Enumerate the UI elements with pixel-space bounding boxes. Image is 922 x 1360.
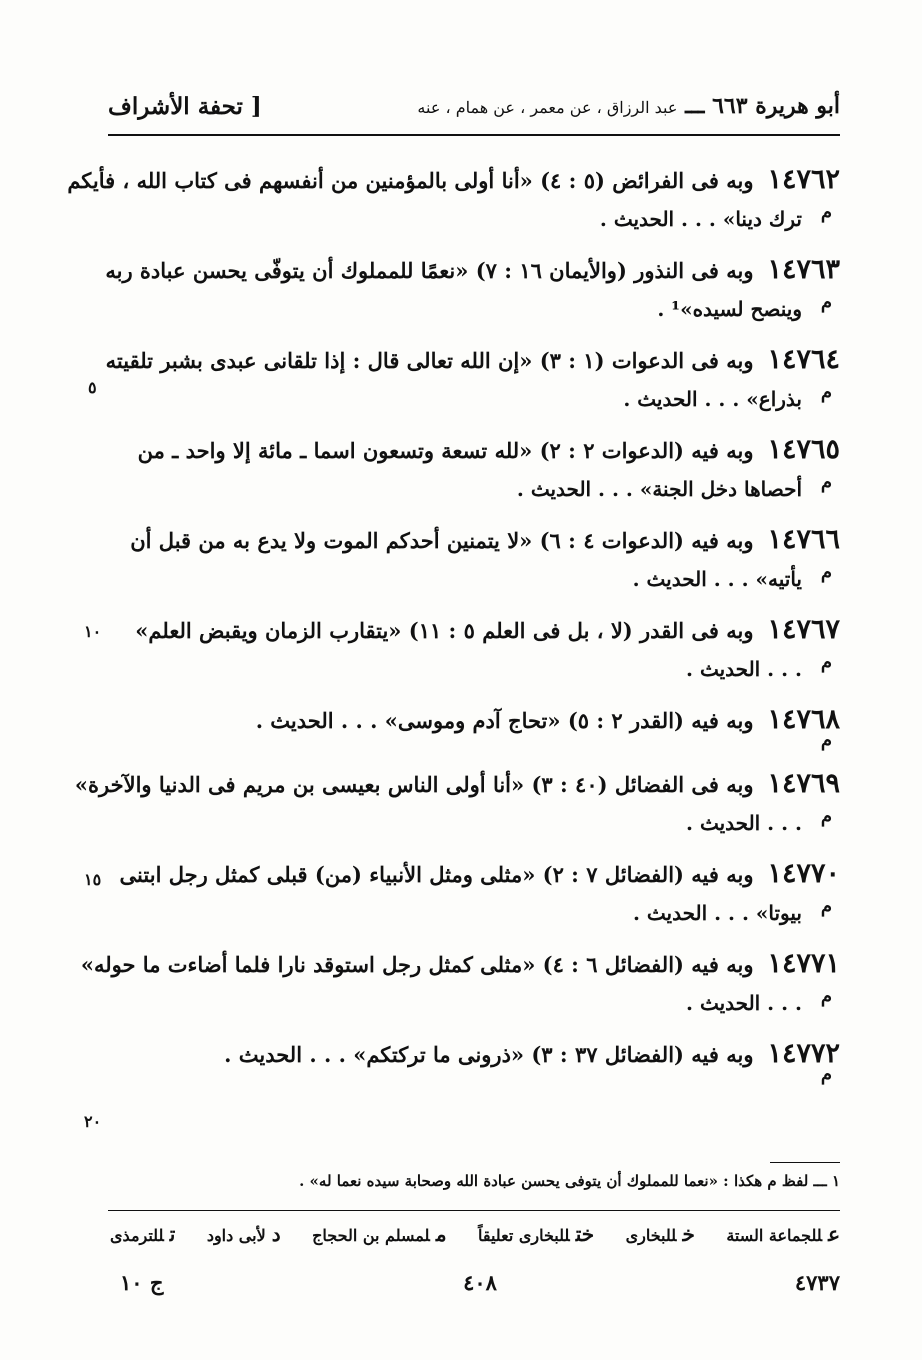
margin-line-number: ٢٠ (84, 1112, 102, 1131)
source-symbol: م (820, 652, 832, 673)
legend-item: خللبخارى (625, 1222, 695, 1246)
hadith-text: وبه فيه (الفضائل ٦ : ٤) «مثلى كمثل رجل استوقد نارا فلما أضاءت ما حوله» (80, 952, 754, 977)
hadith-entry (108, 700, 840, 751)
abbreviation-legend (110, 1222, 840, 1246)
hadith-entry (108, 610, 840, 687)
hadith-text: وبه فى النذور (والأيمان ١٦ : ٧) «نعمًا للمملوك أن يتوفّى يحسن عبادة ربه (105, 258, 754, 283)
footnote-rule (770, 1162, 840, 1163)
hadith-text: وبه فيه (القدر ٢ : ٥) «تحاج آدم وموسى» . . . الحديث . (255, 708, 754, 733)
hadith-entry (108, 854, 840, 931)
hadith-entry (108, 430, 840, 507)
hadith-text: وبه فيه (الدعوات ٢ : ٢) «لله تسعة وتسعون اسما ـ مائة إلا واحد ـ من (137, 438, 754, 463)
legend-item: دلأبى داود (206, 1222, 281, 1246)
source-symbol: م (820, 806, 832, 827)
hadith-text-continuation: وينصح لسيده»¹ . (657, 297, 802, 321)
hadith-text-continuation: بيوتا» . . . الحديث . (632, 901, 802, 925)
legend-item: عللجماعة الستة (726, 1222, 840, 1246)
hadith-text-continuation: . . . الحديث . (686, 811, 802, 835)
hadith-text-continuation: بذراع» . . . الحديث . (623, 387, 802, 411)
legend-item: تللترمذى (110, 1222, 176, 1246)
source-symbol: م (820, 562, 832, 583)
header-narrator: أبو هريرة ٦٦٣ ـــ (685, 93, 840, 119)
margin-line-number: ١٥ (84, 870, 102, 889)
hadith-text: وبه فى الفرائض (٥ : ٤) «أنا أولى بالمؤمنين من أنفسهم فى كتاب الله ، فأيكم (67, 168, 754, 193)
source-symbol: م (820, 896, 832, 917)
hadith-number: ١٤٧٦٨ (767, 704, 840, 735)
hadith-text-continuation: يأتيه» . . . الحديث . (632, 567, 802, 591)
hadith-entry (108, 1034, 840, 1085)
hadith-number: ١٤٧٧٠ (767, 858, 840, 889)
hadith-entry (74, 764, 840, 841)
hadith-text-continuation: ترك دينا» . . . الحديث . (599, 207, 802, 231)
hadith-text-continuation: . . . الحديث . (686, 657, 802, 681)
hadith-number: ١٤٧٦٦ (767, 524, 840, 555)
hadith-entry (67, 160, 840, 237)
hadith-text: وبه فى الدعوات (١ : ٣) «إن الله تعالى قال : إذا تلقانى عبدى بشبر تلقيته (105, 348, 754, 373)
hadith-number: ١٤٧٦٧ (767, 614, 840, 645)
page-footer (120, 1270, 840, 1304)
source-symbol: م (820, 382, 832, 403)
hadith-text-continuation: أحصاها دخل الجنة» . . . الحديث . (516, 477, 802, 501)
hadith-number: ١٤٧٦٢ (767, 164, 840, 195)
hadith-number: ١٤٧٦٣ (767, 254, 840, 285)
hadith-number: ١٤٧٧٢ (767, 1038, 840, 1069)
source-symbol: م (820, 730, 832, 751)
hadith-text: وبه فيه (الدعوات ٤ : ٦) «لا يتمنين أحدكم الموت ولا يدع به من قبل أن (130, 528, 754, 553)
legend-item: ملمسلم بن الحجاج (312, 1222, 447, 1246)
hadith-entry (105, 340, 840, 417)
hadith-text: وبه فيه (الفضائل ٧ : ٢) «مثلى ومثل الأنبياء (من) قبلى كمثل رجل ابتنى (119, 862, 754, 887)
header-book-title: [ تحفة الأشراف (108, 92, 262, 120)
hadith-number: ١٤٧٦٩ (767, 768, 840, 799)
legend-item: ختللبخارى تعليقاً (478, 1222, 595, 1246)
hadith-text: وبه فى القدر (لا ، بل فى العلم ٥ : ١١) «يتقارب الزمان ويقبض العلم» (135, 618, 754, 643)
hadith-text-continuation: . . . الحديث . (686, 991, 802, 1015)
running-header (108, 86, 840, 136)
hadith-text: وبه فى الفضائل (٤٠ : ٣) «أنا أولى الناس بعيسى بن مريم فى الدنيا والآخرة» (74, 772, 754, 797)
source-symbol: م (820, 202, 832, 223)
hadith-text: وبه فيه (الفضائل ٣٧ : ٣) «ذرونى ما تركتكم» . . . الحديث . (224, 1042, 754, 1067)
legend-rule (108, 1210, 840, 1211)
hadith-entry (80, 944, 840, 1021)
hadith-entry (108, 520, 840, 597)
source-symbol: م (820, 1064, 832, 1085)
footnote: ١ ـــ لفظ م هكذا : «نعما للمملوك أن يتوفى يحسن عبادة الله وصحابة سيده نعما له» . (299, 1172, 840, 1190)
source-symbol: م (820, 292, 832, 313)
header-chapter-title (417, 93, 840, 119)
margin-line-number: ٥ (88, 378, 97, 397)
page-number: ٤٠٨ (463, 1270, 497, 1295)
header-chain: عبد الرزاق ، عن معمر ، عن همام ، عنه (417, 98, 678, 117)
margin-line-number: ١٠ (84, 622, 102, 641)
hadith-number: ١٤٧٧١ (767, 948, 840, 979)
hadith-number: ١٤٧٦٤ (767, 344, 840, 375)
volume-number: ج ١٠ (120, 1270, 164, 1295)
tuhfa-number: ٤٧٣٧ (794, 1270, 840, 1295)
source-symbol: م (820, 986, 832, 1007)
hadith-number: ١٤٧٦٥ (767, 434, 840, 465)
source-symbol: م (820, 472, 832, 493)
hadith-entry (105, 250, 840, 327)
